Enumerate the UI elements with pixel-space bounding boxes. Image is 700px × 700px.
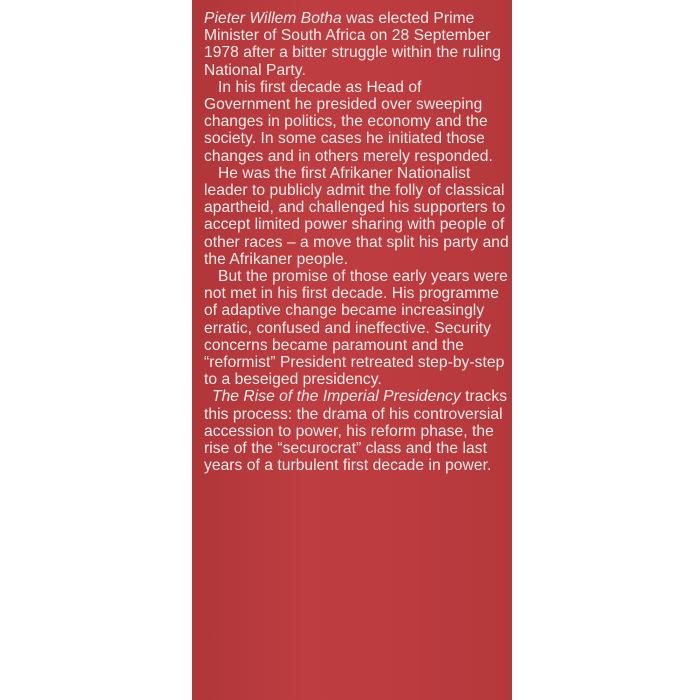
blurb-paragraph-2: In his first decade as Head of Government he presided over sweeping changes in politics, the economy and the society. In some cases he initiated those changes and in others merely responded. [204, 78, 493, 165]
paragraph-5-text: tracks this process: the drama of his controversial accession to power, his reform phase, the rise of the “securocrat” class and the last years of a turbulent first decade in power. [204, 388, 508, 475]
blurb-paragraph-3: He was the first Afrikaner Nationalist leader to publicly admit the folly of classical apartheid, and challenged his supporters to accept limited power sharing with people of other races – a move that split his party and the Afrikaner people. [204, 164, 509, 268]
blurb-paragraph-1 [204, 10, 510, 79]
blurb-text [204, 10, 510, 474]
blurb-paragraph-4: But the promise of those early years were not met in his first decade. His programme of adaptive change became increasingly erratic, confused and ineffective. Security concerns became paramount and the “reformist” President retreated step-by-step to a beseiged presidency. [204, 268, 508, 389]
paragraph-1-text: was elected Prime Minister of South Africa on 28 September 1978 after a bitter struggle within the ruling National Party. [204, 10, 502, 79]
book-title: The Rise of the Imperial Presidency [212, 388, 461, 406]
blurb-paragraph-5 [204, 388, 510, 474]
subject-name: Pieter Willem Botha [204, 10, 342, 27]
